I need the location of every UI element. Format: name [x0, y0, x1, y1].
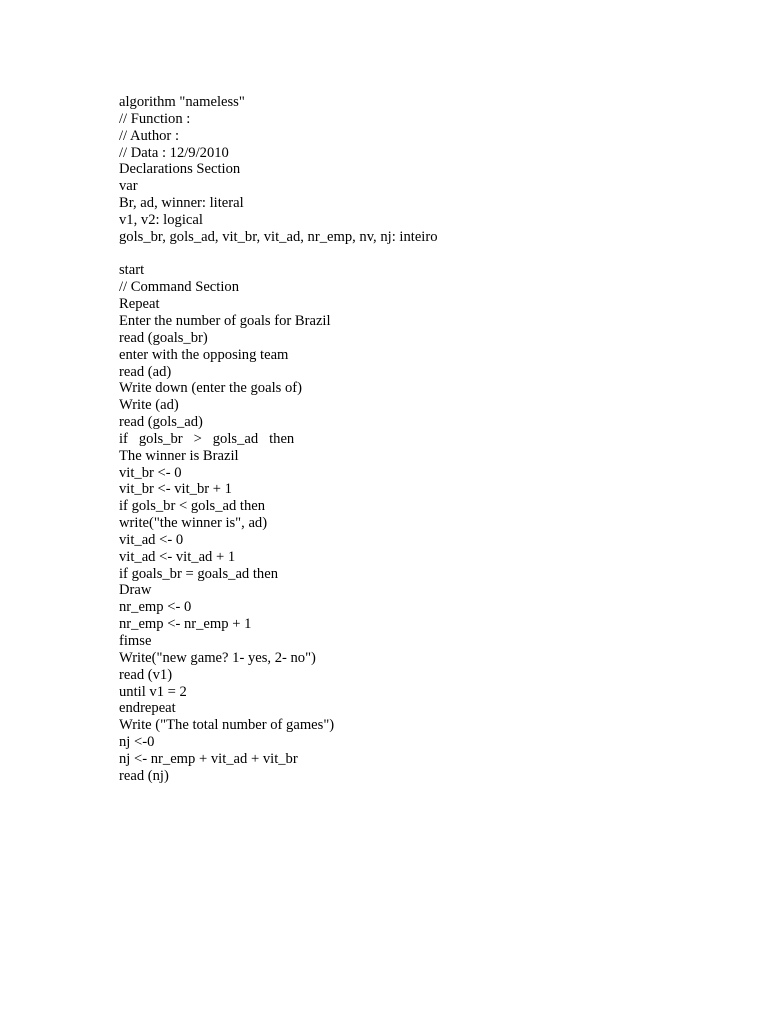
code-line: Repeat: [119, 296, 160, 313]
code-line: read (nj): [119, 767, 169, 784]
code-line: vit_br <- vit_br + 1: [119, 481, 232, 498]
code-line: Draw: [119, 582, 152, 599]
code-line: endrepeat: [119, 700, 176, 717]
code-line: // Function :: [119, 110, 191, 127]
code-line: gols_br, gols_ad, vit_br, vit_ad, nr_emp, nv, nj: inteiro: [119, 228, 438, 245]
code-line: algorithm "nameless": [119, 94, 245, 110]
code-line: until v1 = 2: [119, 683, 187, 700]
code-line: var: [119, 178, 138, 195]
code-line: Write("new game? 1- yes, 2- no"): [119, 649, 316, 666]
code-line: fimse: [119, 633, 152, 649]
code-line: write("the winner is", ad): [119, 515, 268, 532]
code-line: if goals_br = goals_ad then: [119, 565, 278, 582]
code-line: nj <-0: [119, 734, 155, 751]
code-line: Write down (enter the goals of): [119, 380, 302, 397]
code-line: read (v1): [119, 666, 173, 683]
code-line: if gols_br > gols_ad then: [119, 430, 295, 447]
code-line: nj <- nr_emp + vit_ad + vit_br: [119, 750, 298, 767]
code-line: v1, v2: logical: [119, 211, 203, 228]
code-line: enter with the opposing team: [119, 346, 289, 363]
code-line: read (ad): [119, 363, 172, 380]
code-line: read (gols_ad): [119, 414, 203, 431]
code-line: read (goals_br): [119, 329, 208, 346]
code-line: start: [119, 262, 145, 279]
code-line: Write (ad): [119, 397, 179, 414]
code-line: Declarations Section: [119, 161, 241, 178]
code-line: [119, 246, 719, 263]
code-line: if gols_br < gols_ad then: [119, 498, 266, 515]
code-line: Br, ad, winner: literal: [119, 195, 244, 212]
code-line: vit_br <- 0: [119, 464, 182, 481]
code-line: nr_emp <- 0: [119, 599, 192, 616]
code-line: // Author :: [119, 127, 179, 144]
pseudocode-listing: [119, 94, 719, 785]
code-line: vit_ad <- vit_ad + 1: [119, 548, 236, 565]
code-line: Enter the number of goals for Brazil: [119, 312, 331, 329]
code-line: // Data : 12/9/2010: [119, 144, 229, 161]
code-line: // Command Section: [119, 279, 239, 296]
code-line: The winner is Brazil: [119, 447, 239, 464]
code-line: Write ("The total number of games"): [119, 717, 335, 734]
code-line: vit_ad <- 0: [119, 531, 184, 548]
code-line: nr_emp <- nr_emp + 1: [119, 616, 252, 633]
